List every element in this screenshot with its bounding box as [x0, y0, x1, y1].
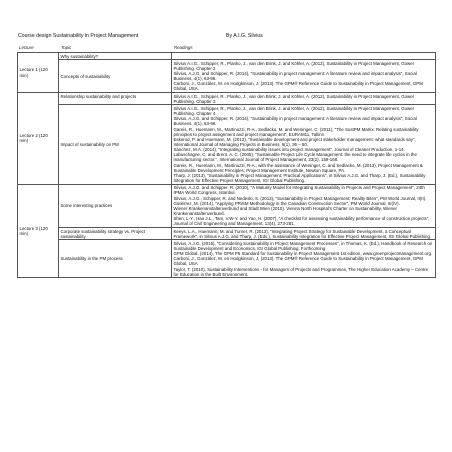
reading-reference: Wiener Krankenanstaltenverbund and Stadt Wien (2010). Vienna North Hospital's Charter on Sustainability, Wiener Krankenanstaltenverbund. — [173, 205, 397, 217]
table-row — [18, 60, 436, 93]
readings-cell — [172, 105, 436, 184]
reading-reference: Gareis, R., Huemann, M., Martinuzzi, R-A., with the assistance of Weninger, C. and Sedlacko, M. (2013), Project Management & Sustainable Development Principles, Project Management Institute, Newton Square, PA. — [173, 162, 423, 173]
reading-reference: Silvius, A.J.G. and Schipper, R. (2014), "Sustainability in project management: A literature review and impact analysis", Social Business, 4(1), 63-96. — [173, 70, 417, 82]
reading-reference: Silvius, A.J.G., Schipper, R. and Nedeski, S. (2013), "Sustainability in Project Management: Reality Bites", PM World Journal, II(II). — [173, 195, 427, 201]
topic-cell: Corporate sustainability strategy vs. Project sustainability — [59, 228, 172, 240]
reading-reference: Silvius A.I.G., Schipper, R., Planko, J., van den Brink, J. and Köhler, A. (2012), Sustainability in Project Management, Gower Publishing. Chapter 4 — [173, 105, 415, 117]
readings-cell — [172, 184, 436, 227]
table-row — [18, 93, 436, 105]
table-row — [18, 228, 436, 240]
reading-reference: Carboni, J., González, M. en Hodgkinson, J. (2013). The GPM® Reference Guide to Sustainability in Project Management, GPM Global, USA — [173, 256, 423, 267]
reading-reference: GPM Global, (2014), The GPM P5 Standard for Sustainability in Project Management 1st edition, www.greenprojectmanagement.org. — [173, 251, 433, 257]
document-title: Course design Sustainability in Project Management — [18, 33, 139, 39]
topic-cell: Relationship sustainability and projects — [59, 93, 172, 105]
reading-reference: Gareis, R., Huemann, M., Martinuzzi, R-A., Sedlacko, M. and Weninger, C. (2011), "The SustPM Matrix: Relating sustainability principles to project assignment and project management", EURAM11, Tallinn — [173, 126, 419, 137]
reading-reference: Silvius, A.J.G. and Schipper, R. (2010), "A Maturity Model for Integrating Sustainability in Projects and Project Management", 24th IPMA World Congress, Istanbul. — [173, 185, 425, 196]
reading-reference: Gutiérrez, M. (2014), "Applying PRiSM Methodology in the Canadian Construction Sector", PM World Journal, III(IV). — [173, 200, 400, 206]
reading-reference: Eskerod, P. and Huemann, M. (2013), "Sustainable development and project stakeholder management: what standards say", International Journal of Managing Projects in Business, 6(1), 36 – 50. — [173, 136, 416, 147]
topic-cell: Sustainability in the PM process — [59, 240, 172, 278]
reading-reference: Shen, L-Y., Hao J.L., Tam, V.W-Y. and Yao, H. (2007), "A checklist for assessing sustainability performance of construction projects", Journal of Civil Engineering and Management, 13(4), 273-281. — [173, 216, 430, 227]
topic-cell: Some interesting practices — [59, 184, 172, 227]
column-header-lecture: Lecture — [19, 45, 34, 50]
readings-cell — [172, 228, 436, 240]
topic-cell: Concepts of sustainability — [59, 60, 172, 93]
reading-reference: Carboni, J., González, M. en Hodgkinson, J. (2013). The GPM® Reference Guide to Sustainability in Project Management, GPM Global, USA. — [173, 81, 423, 92]
reading-reference: Labuschagne, C. and Brent, A. C. (2005), "Sustainable Project Life Cycle Management: the need to integrate life cycles in the manufacturing sector.", International Journal of Project Management, 23(2), 159-168. — [173, 152, 417, 163]
readings-cell — [172, 60, 436, 93]
table-row — [18, 240, 436, 278]
reading-reference: Silvius A.I.G., Schipper, R., Planko, J., van den Brink, J. and Köhler, A. (2012), Sustainability in Project Management, Gower Publishing. Chapter 3 — [173, 93, 415, 104]
topic-cell: Why sustainability? — [59, 53, 172, 60]
reading-reference: Silvius A.I.G., Schipper, R., Planko, J., van den Brink, J. and Köhler, A. (2012), Sustainability in Project Management, Gower Publishing. Chapter 2 — [173, 60, 415, 71]
table-row — [18, 105, 436, 184]
reading-reference: Silvius, A.J.G. (2015), "Considering Sustainability in Project Management Processes", in Thomas, K. (Ed.), Handbook of Research on Sustainable Development and Economics, IGI Global Publishing. Forthcoming — [173, 240, 433, 251]
readings-cell — [172, 93, 436, 105]
lecture-cell: Lecture 1 (120 min) — [18, 53, 59, 93]
readings-cell — [172, 240, 436, 278]
reading-reference: Silvius, A.J.G. and Schipper, R. (2014), "Sustainability in project management: A literature review and impact analysis", Social Business, 4(1), 63-96. — [173, 116, 417, 127]
reading-reference: Taylor, T. (2010), Sustainability Interventions - for Managers of Projects and Programmes, The Higher Education Academy – Centre for Education in the Built Environment. — [173, 266, 429, 277]
reading-reference: Sánchez, M.A. (2014), "Integrating sustainability issues into project management", Journal of Cleaner Production, 1-14. — [173, 147, 405, 153]
table-row — [18, 53, 436, 60]
readings-cell — [172, 53, 436, 60]
lecture-cell: Lecture 2 (120 min) — [18, 93, 59, 185]
document-author: By A.I.G. Silvius — [226, 33, 263, 39]
reading-reference: Tharp, J. (2013), "Sustainability in Project Management: Practical Applications", in Silvius A.J.G. and Tharp, J. (Ed.), Sustainability Integration for Effective Project Management, IGI Global Publishing. — [173, 172, 426, 184]
course-design-table — [17, 52, 436, 278]
reading-reference: Keeys, L.A., Huemann, M. and Turner, R. (2013), "Integrating Project Strategy for Sustainable Development, a Conceptual Framework", in Silvius A.J.G. and Tharp, J. (Eds.), Sustainability Integration for Effective Project Management, IGI Global Publishing. — [173, 228, 432, 239]
column-header-readings: Readings — [174, 45, 193, 50]
topic-cell: Impact of sustainability on PM — [59, 105, 172, 184]
column-header-topic: Topic — [61, 45, 72, 50]
lecture-cell: Lecture 3 (120 min) — [18, 184, 59, 278]
table-row — [18, 184, 436, 227]
